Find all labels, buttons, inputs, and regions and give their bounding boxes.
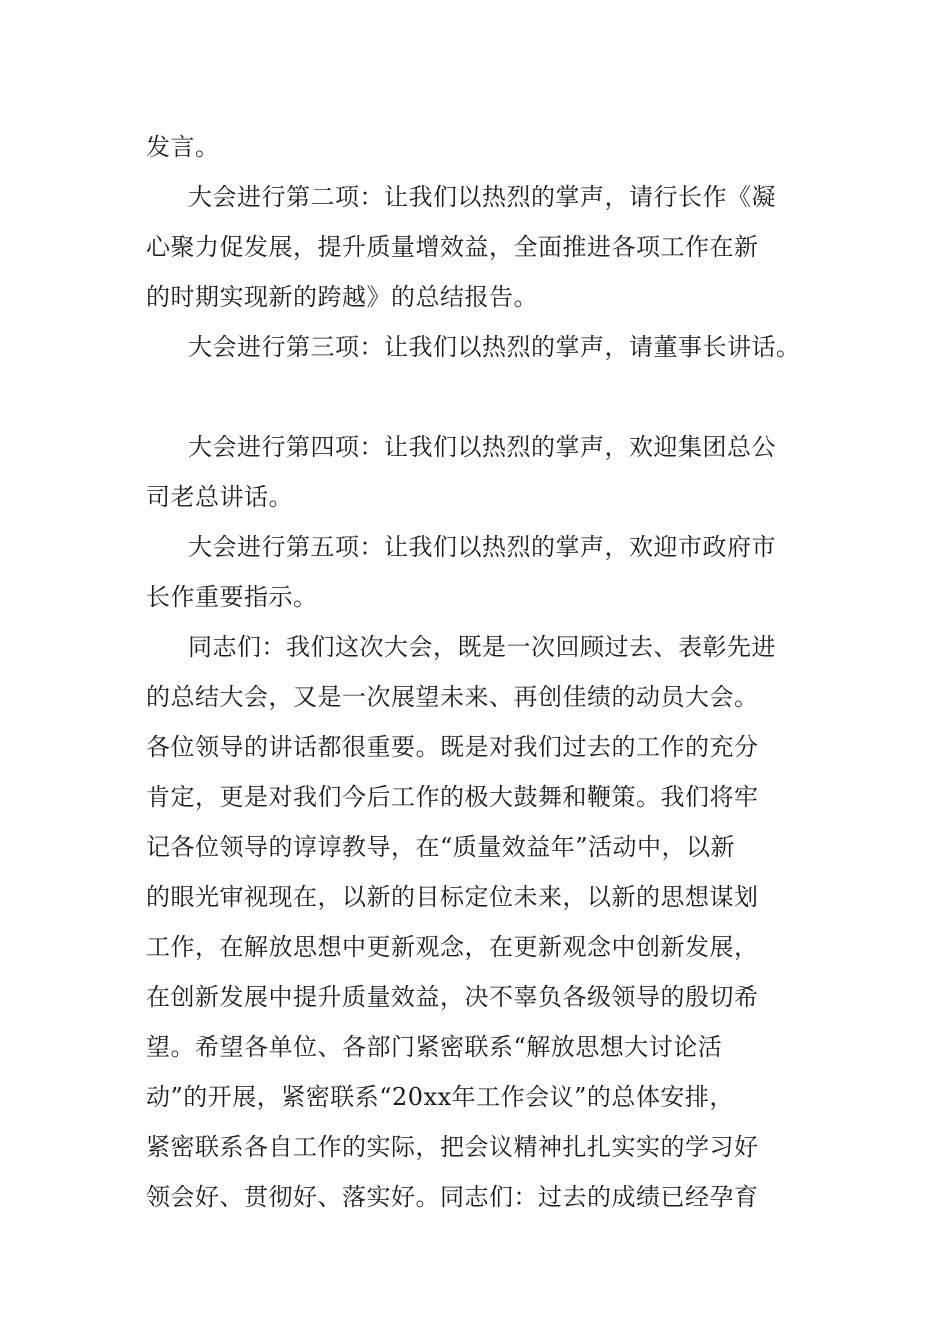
text-line: 的总结大会，又是一次展望未来、再创佳绩的动员大会。 (146, 683, 759, 711)
text-line: 在创新发展中提升质量效益，决不辜负各级领导的殷切希 (146, 983, 759, 1011)
text-line: 动”的开展，紧密联系“20xx年工作会议”的总体安排， (146, 1083, 734, 1111)
text-line: 大会进行第二项：让我们以热烈的掌声，请行长作《凝 (188, 183, 776, 211)
text-line: 同志们：我们这次大会，既是一次回顾过去、表彰先进 (188, 633, 776, 661)
text-line: 各位领导的讲话都很重要。既是对我们过去的工作的充分 (146, 733, 759, 761)
text-line: 记各位领导的谆谆教导，在“质量效益年”活动中，以新 (146, 833, 736, 861)
text-line: 紧密联系各自工作的实际，把会议精神扎扎实实的学习好 (146, 1133, 759, 1161)
text-line: 发言。 (146, 133, 220, 161)
text-line: 肯定，更是对我们今后工作的极大鼓舞和鞭策。我们将牢 (146, 783, 759, 811)
text-line: 望。希望各单位、各部门紧密联系“解放思想大讨论活 (146, 1033, 723, 1061)
text-line: 大会进行第三项：让我们以热烈的掌声，请董事长讲话。 (188, 333, 801, 361)
text-line: 司老总讲话。 (146, 483, 293, 511)
text-line: 大会进行第四项：让我们以热烈的掌声，欢迎集团总公 (188, 433, 776, 461)
text-line: 的眼光审视现在，以新的目标定位未来，以新的思想谋划 (146, 883, 759, 911)
text-line: 领会好、贯彻好、落实好。同志们：过去的成绩已经孕育 (146, 1183, 759, 1211)
text-line: 工作，在解放思想中更新观念，在更新观念中创新发展， (146, 933, 759, 961)
text-line: 大会进行第五项：让我们以热烈的掌声，欢迎市政府市 (188, 533, 776, 561)
text-line: 的时期实现新的跨越》的总结报告。 (146, 283, 538, 311)
text-line: 心聚力促发展，提升质量增效益，全面推进各项工作在新 (146, 233, 759, 261)
text-line: 长作重要指示。 (146, 583, 318, 611)
